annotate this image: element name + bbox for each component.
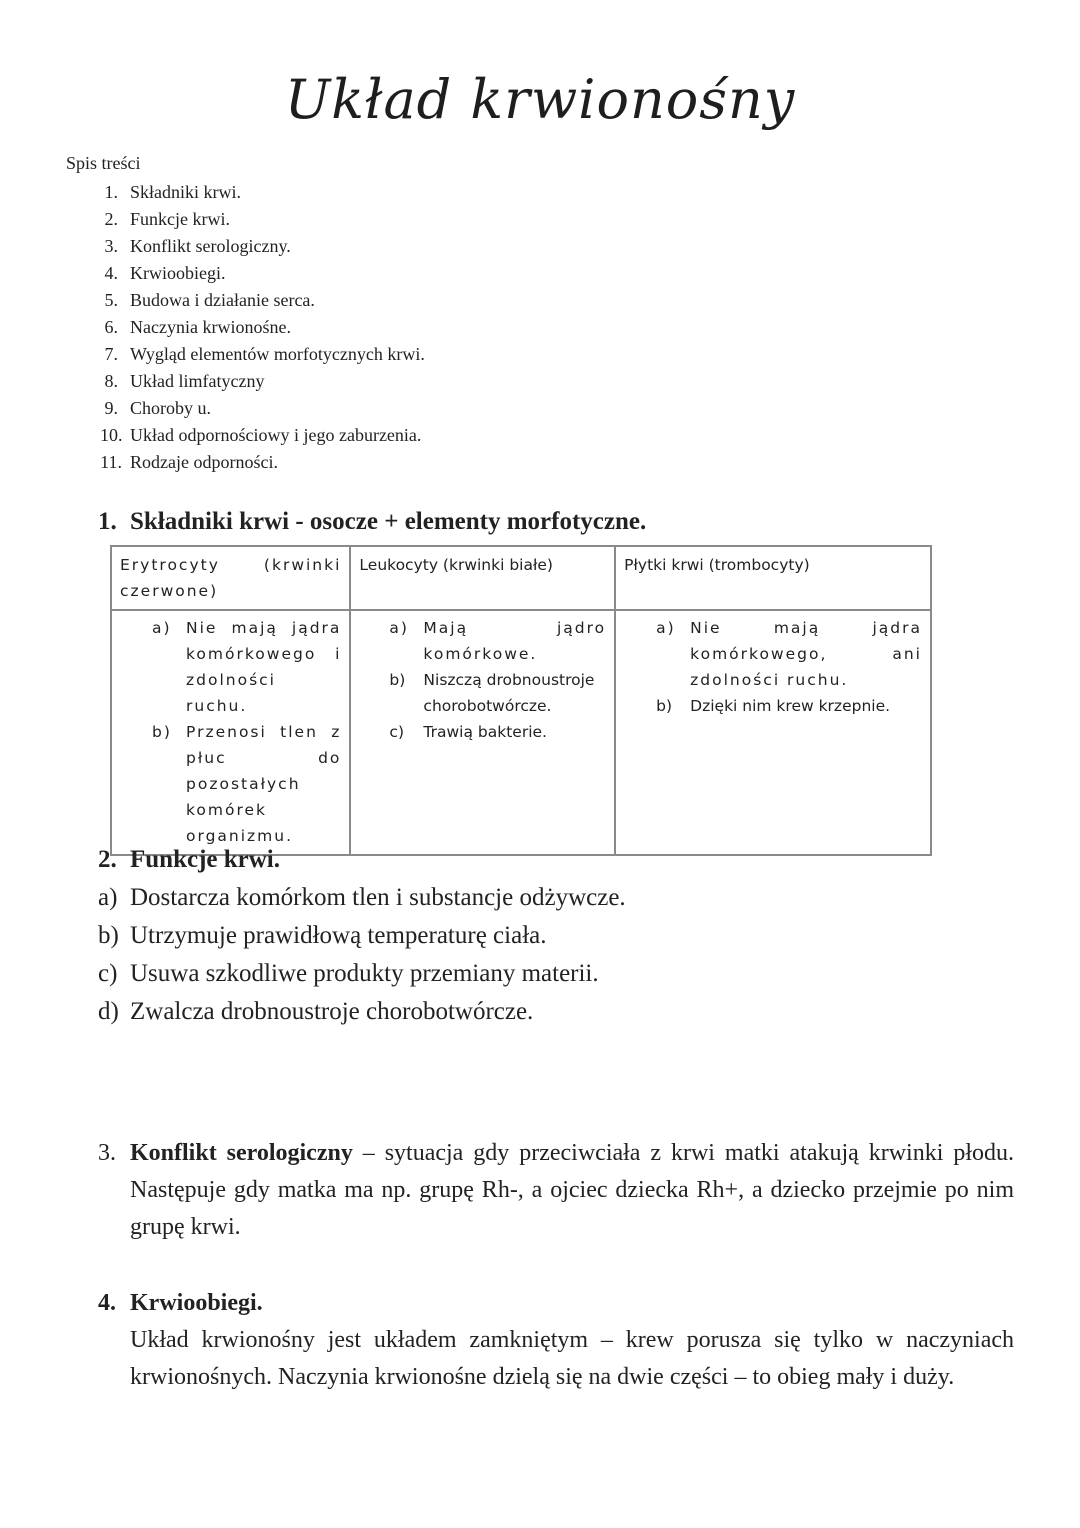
section-number: 4. <box>98 1290 116 1316</box>
toc-item-number: 7. <box>104 344 118 364</box>
item-text: Mają jądro komórkowe. <box>423 619 607 663</box>
list-item <box>359 615 606 667</box>
toc-item-number: 4. <box>104 263 118 283</box>
item-text: Zwalcza drobnoustroje chorobotwórcze. <box>130 998 534 1025</box>
section-title: Składniki krwi - osocze + elementy morfotyczne. <box>130 508 647 535</box>
toc-item-label: Naczynia krwionośne. <box>130 317 291 337</box>
section-4-paragraph: Układ krwionośny jest układem zamkniętym – krew porusza się tylko w naczyniach krwionośnych. Naczynia krwionośne dzielą się na dwie części – to obieg mały i duży. <box>130 1327 1014 1390</box>
toc-item-label: Choroby u. <box>130 398 211 418</box>
erythrocytes-cell <box>111 610 350 855</box>
item-letter: a) <box>656 619 676 637</box>
leukocytes-cell <box>350 610 615 855</box>
toc-item-number: 3. <box>104 236 118 256</box>
column-header-erythrocytes: Erytrocyty (krwinki czerwone) <box>111 546 350 610</box>
toc-item <box>96 234 425 261</box>
table-header-row <box>111 546 931 610</box>
item-letter: a) <box>98 884 118 911</box>
toc-item <box>96 180 425 207</box>
toc-item-label: Budowa i działanie serca. <box>130 290 315 310</box>
list-item <box>359 719 606 745</box>
item-letter: d) <box>98 998 119 1025</box>
list-item <box>359 667 606 719</box>
section-3-paragraph <box>130 1135 1014 1246</box>
item-text: Trawią bakterie. <box>423 723 547 741</box>
item-letter: c) <box>389 723 404 741</box>
toc-item-number: 8. <box>104 371 118 391</box>
section-number: 1. <box>98 508 117 535</box>
list-item <box>98 884 626 922</box>
page-title: Układ krwionośny <box>284 68 796 131</box>
toc-item <box>96 369 425 396</box>
blood-components-table <box>110 545 932 856</box>
definition-text: – sytuacja gdy przeciwciała z krwi matki atakują krwinki płodu. Następuje gdy matka ma np. grupę Rh-, a ojciec dziecka Rh+, a dziecko przejmie po nim grupę krwi. <box>130 1140 1014 1240</box>
item-text: Niszczą drobnoustroje chorobotwórcze. <box>423 671 595 715</box>
list-item <box>624 693 922 719</box>
item-letter: a) <box>389 619 409 637</box>
toc-item-number: 5. <box>104 290 118 310</box>
term: Konflikt serologiczny <box>130 1140 353 1166</box>
list-item <box>98 998 626 1036</box>
item-text: Nie mają jądra komórkowego i zdolności ruchu. <box>186 619 342 715</box>
table-of-contents <box>96 180 425 477</box>
list-item <box>120 719 341 849</box>
section-number: 2. <box>98 846 117 873</box>
section-4-heading: Krwioobiegi. <box>130 1290 263 1316</box>
toc-item <box>96 207 425 234</box>
list-item <box>98 960 626 998</box>
section-1-heading <box>98 508 646 536</box>
list-item <box>98 922 626 960</box>
section-title: Funkcje krwi. <box>130 846 280 873</box>
toc-item-label: Konflikt serologiczny. <box>130 236 291 256</box>
toc-item-label: Rodzaje odporności. <box>130 452 278 472</box>
item-text: Dzięki nim krew krzepnie. <box>690 697 891 715</box>
toc-item-number: 1. <box>104 182 118 202</box>
column-header-leukocytes: Leukocyty (krwinki białe) <box>350 546 615 610</box>
item-letter: a) <box>152 619 172 637</box>
item-letter: b) <box>389 671 406 689</box>
item-text: Dostarcza komórkom tlen i substancje odżywcze. <box>130 884 626 911</box>
toc-item-label: Krwioobiegi. <box>130 263 226 283</box>
toc-item-number: 2. <box>104 209 118 229</box>
toc-item-number: 9. <box>104 398 118 418</box>
item-text: Usuwa szkodliwe produkty przemiany materii. <box>130 960 599 987</box>
toc-item-number: 10. <box>100 425 123 445</box>
section-number: 3. <box>98 1140 116 1166</box>
item-letter: c) <box>98 960 118 987</box>
item-text: Utrzymuje prawidłową temperaturę ciała. <box>130 922 547 949</box>
section-4 <box>98 1285 1014 1396</box>
toc-item <box>96 261 425 288</box>
toc-item <box>96 423 425 450</box>
toc-heading: Spis treści <box>66 153 141 173</box>
toc-item-label: Wygląd elementów morfotycznych krwi. <box>130 344 425 364</box>
toc-item-number: 6. <box>104 317 118 337</box>
toc-item <box>96 450 425 477</box>
column-header-platelets: Płytki krwi (trombocyty) <box>615 546 931 610</box>
item-letter: b) <box>656 697 673 715</box>
platelets-cell <box>615 610 931 855</box>
list-item <box>120 615 341 719</box>
toc-item-label: Układ odpornościowy i jego zaburzenia. <box>130 425 422 445</box>
item-letter: b) <box>98 922 119 949</box>
toc-item <box>96 315 425 342</box>
toc-item-label: Funkcje krwi. <box>130 209 230 229</box>
section-2-heading <box>98 846 626 884</box>
toc-item <box>96 396 425 423</box>
item-text: Nie mają jądra komórkowego, ani zdolności ruchu. <box>690 619 922 689</box>
toc-item <box>96 342 425 369</box>
toc-item-label: Składniki krwi. <box>130 182 241 202</box>
section-2 <box>98 846 626 1036</box>
item-text: Przenosi tlen z płuc do pozostałych komórek organizmu. <box>186 723 342 845</box>
toc-item-label: Układ limfatyczny <box>130 371 265 391</box>
toc-item <box>96 288 425 315</box>
list-item <box>624 615 922 693</box>
table-row <box>111 610 931 855</box>
section-3 <box>98 1135 1014 1246</box>
toc-item-number: 11. <box>100 452 122 472</box>
item-letter: b) <box>152 723 172 741</box>
